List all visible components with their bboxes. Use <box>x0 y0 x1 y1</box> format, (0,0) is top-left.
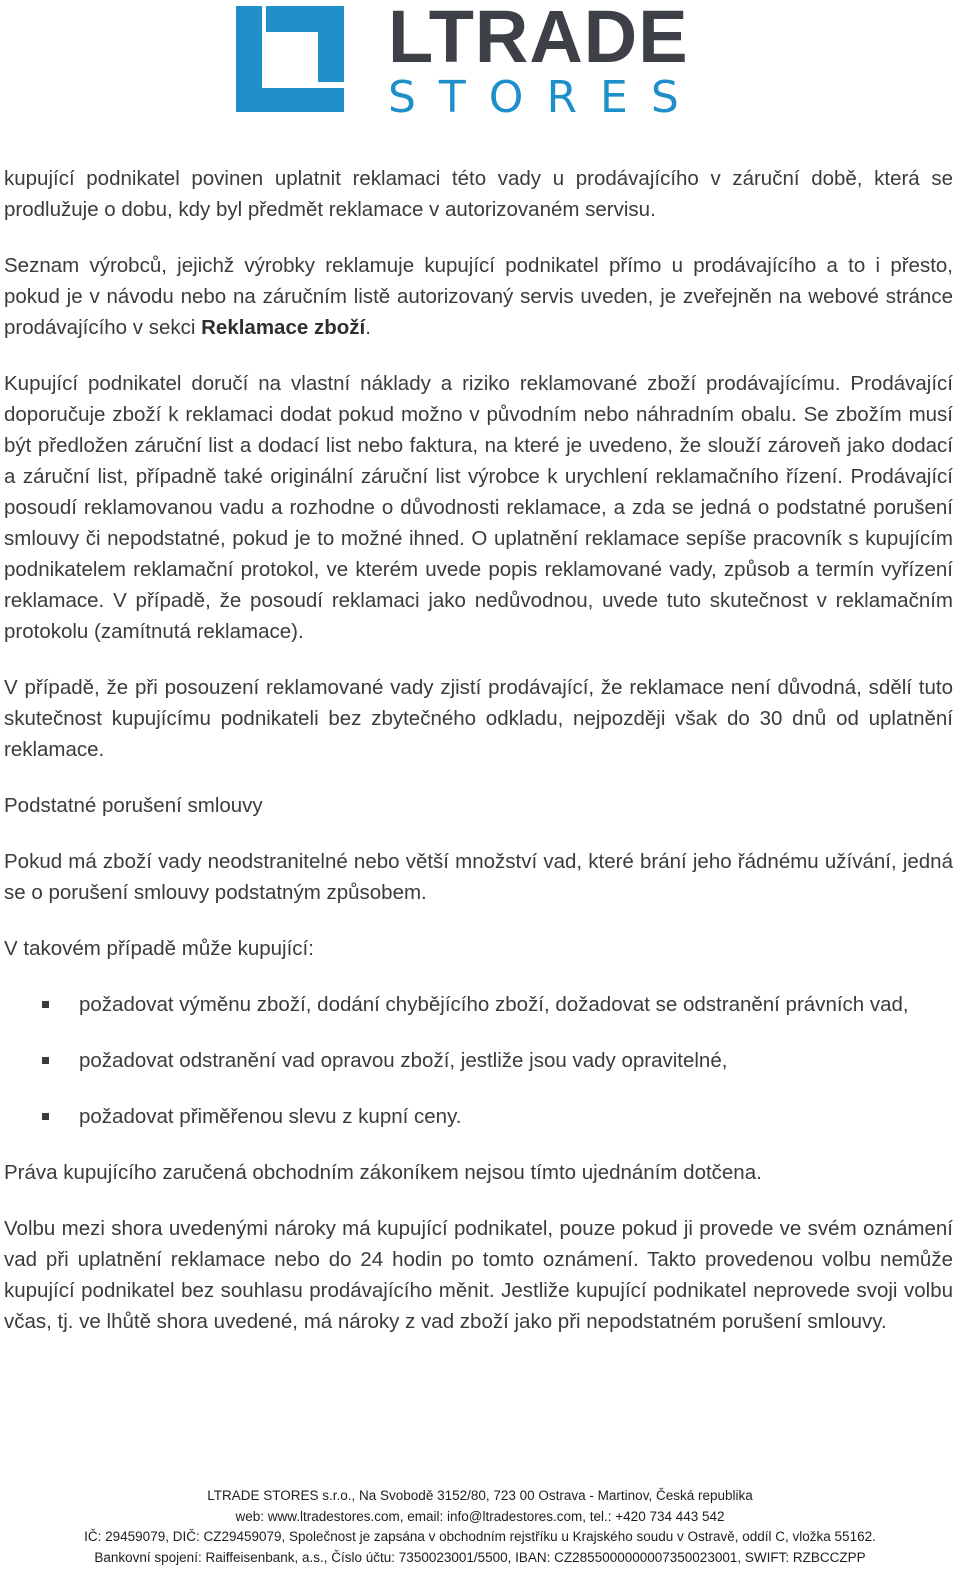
options-list <box>4 989 953 1132</box>
footer-contact: web: www.ltradestores.com, email: info@ltradestores.com, tel.: +420 734 443 542 <box>235 1508 725 1524</box>
document-body <box>4 163 953 1362</box>
paragraph-intro: kupující podnikatel povinen uplatnit reklamaci této vady u prodávajícího v záruční době, která se prodlužuje o dobu, kdy byl předmět reklamace v autorizovaném servisu. <box>4 167 953 221</box>
list-item-text: požadovat odstranění vad opravou zboží, jestliže jsou vady opravitelné, <box>79 1049 728 1072</box>
square-bullet-icon <box>42 1057 49 1064</box>
list-item-text: požadovat přiměřenou slevu z kupní ceny. <box>79 1105 462 1128</box>
paragraph-unjustified: V případě, že při posouzení reklamované vady zjistí prodávající, že reklamace není důvodná, sdělí tuto skutečnost kupujícímu podnikateli bez zbytečného odkladu, nejpozději však do 30 dnů od uplatnění reklamace. <box>4 676 953 761</box>
section-heading: Podstatné porušení smlouvy <box>4 794 263 817</box>
paragraph-rights: Práva kupujícího zaručená obchodním zákoníkem nejsou tímto ujednáním dotčena. <box>4 1161 762 1184</box>
list-item <box>4 1045 953 1076</box>
logo-wordmark-secondary: STORES <box>388 72 702 123</box>
footer-registration: IČ: 29459079, DIČ: CZ29459079, Společnost je zapsána v obchodním rejstříku u Krajského soudu v Ostravě, oddíl C, vložka 55162. <box>84 1529 876 1544</box>
paragraph-manufacturers <box>4 250 953 343</box>
footer <box>0 1486 960 1568</box>
list-item <box>4 989 953 1020</box>
square-bullet-icon <box>42 1001 49 1008</box>
paragraph-options-intro: V takovém případě může kupující: <box>4 937 314 960</box>
logo-mark-icon <box>236 6 344 112</box>
header <box>0 0 960 125</box>
paragraph-choice: Volbu mezi shora uvedenými nároky má kupující podnikatel, pouze pokud ji provede ve svém oznámení vad při uplatnění reklamace nebo do 24 hodin po tomto oznámení. Takto provedenou volbu nemůže kupující podnikatel bez souhlasu prodávajícího měnit. Jestliže kupující podnikatel neprovede svoji volbu včas, tj. ve lhůtě shora uvedené, má nároky z vad zboží jako při nepodstatném porušení smlouvy. <box>4 1217 953 1333</box>
footer-address: LTRADE STORES s.r.o., Na Svobodě 3152/80, 723 00 Ostrava - Martinov, Česká republika <box>207 1488 753 1503</box>
footer-bank: Bankovní spojení: Raiffeisenbank, a.s., Číslo účtu: 7350023001/5500, IBAN: CZ2855000000007350023001, SWIFT: RZBCCZPP <box>94 1549 866 1565</box>
paragraph-delivery: Kupující podnikatel doručí na vlastní náklady a riziko reklamované zboží prodávajícímu. Prodávající doporučuje zboží k reklamaci dodat pokud možno v původním nebo náhradním obalu. Se zbožím musí být předložen záruční list a dodací list nebo faktura, na které je uvedeno, že slouží zároveň jako dodací a záruční list, případně také originální záruční list výrobce k urychlení reklamačního řízení. Prodávající posoudí reklamovanou vadu a rozhodne o důvodnosti reklamace, a zda se jedná o podstatné porušení smlouvy či nepodstatné, pokud je to možné ihned. O uplatnění reklamace sepíše pracovník s kupujícím podnikatelem reklamační protokol, ve kterém uvede popis reklamované vady, způsob a termín vyřízení reklamace. V případě, že posoudí reklamaci jako nedůvodnou, uvede tuto skutečnost v reklamačním protokolu (zamítnutá reklamace). <box>4 372 953 643</box>
square-bullet-icon <box>42 1113 49 1120</box>
paragraph-material-breach: Pokud má zboží vady neodstranitelné nebo větší množství vad, které brání jeho řádnému užívání, jedná se o porušení smlouvy podstatným způsobem. <box>4 850 953 904</box>
reklamace-zbozi-link[interactable]: Reklamace zboží <box>201 316 366 339</box>
list-item <box>4 1101 953 1132</box>
logo-wordmark-primary: LTRADE <box>388 0 689 78</box>
paragraph-manufacturers-text: Seznam výrobců, jejichž výrobky reklamuje kupující podnikatel přímo u prodávajícího a to i přesto, pokud je v návodu nebo na záručním listě autorizovaný servis uveden, je zveřejněn na webové stránce prodávajícího v sekci <box>4 254 953 339</box>
paragraph-manufacturers-end: . <box>365 316 371 339</box>
list-item-text: požadovat výměnu zboží, dodání chybějícího zboží, dožadovat se odstranění právních vad, <box>79 993 909 1016</box>
company-logo <box>236 0 726 123</box>
